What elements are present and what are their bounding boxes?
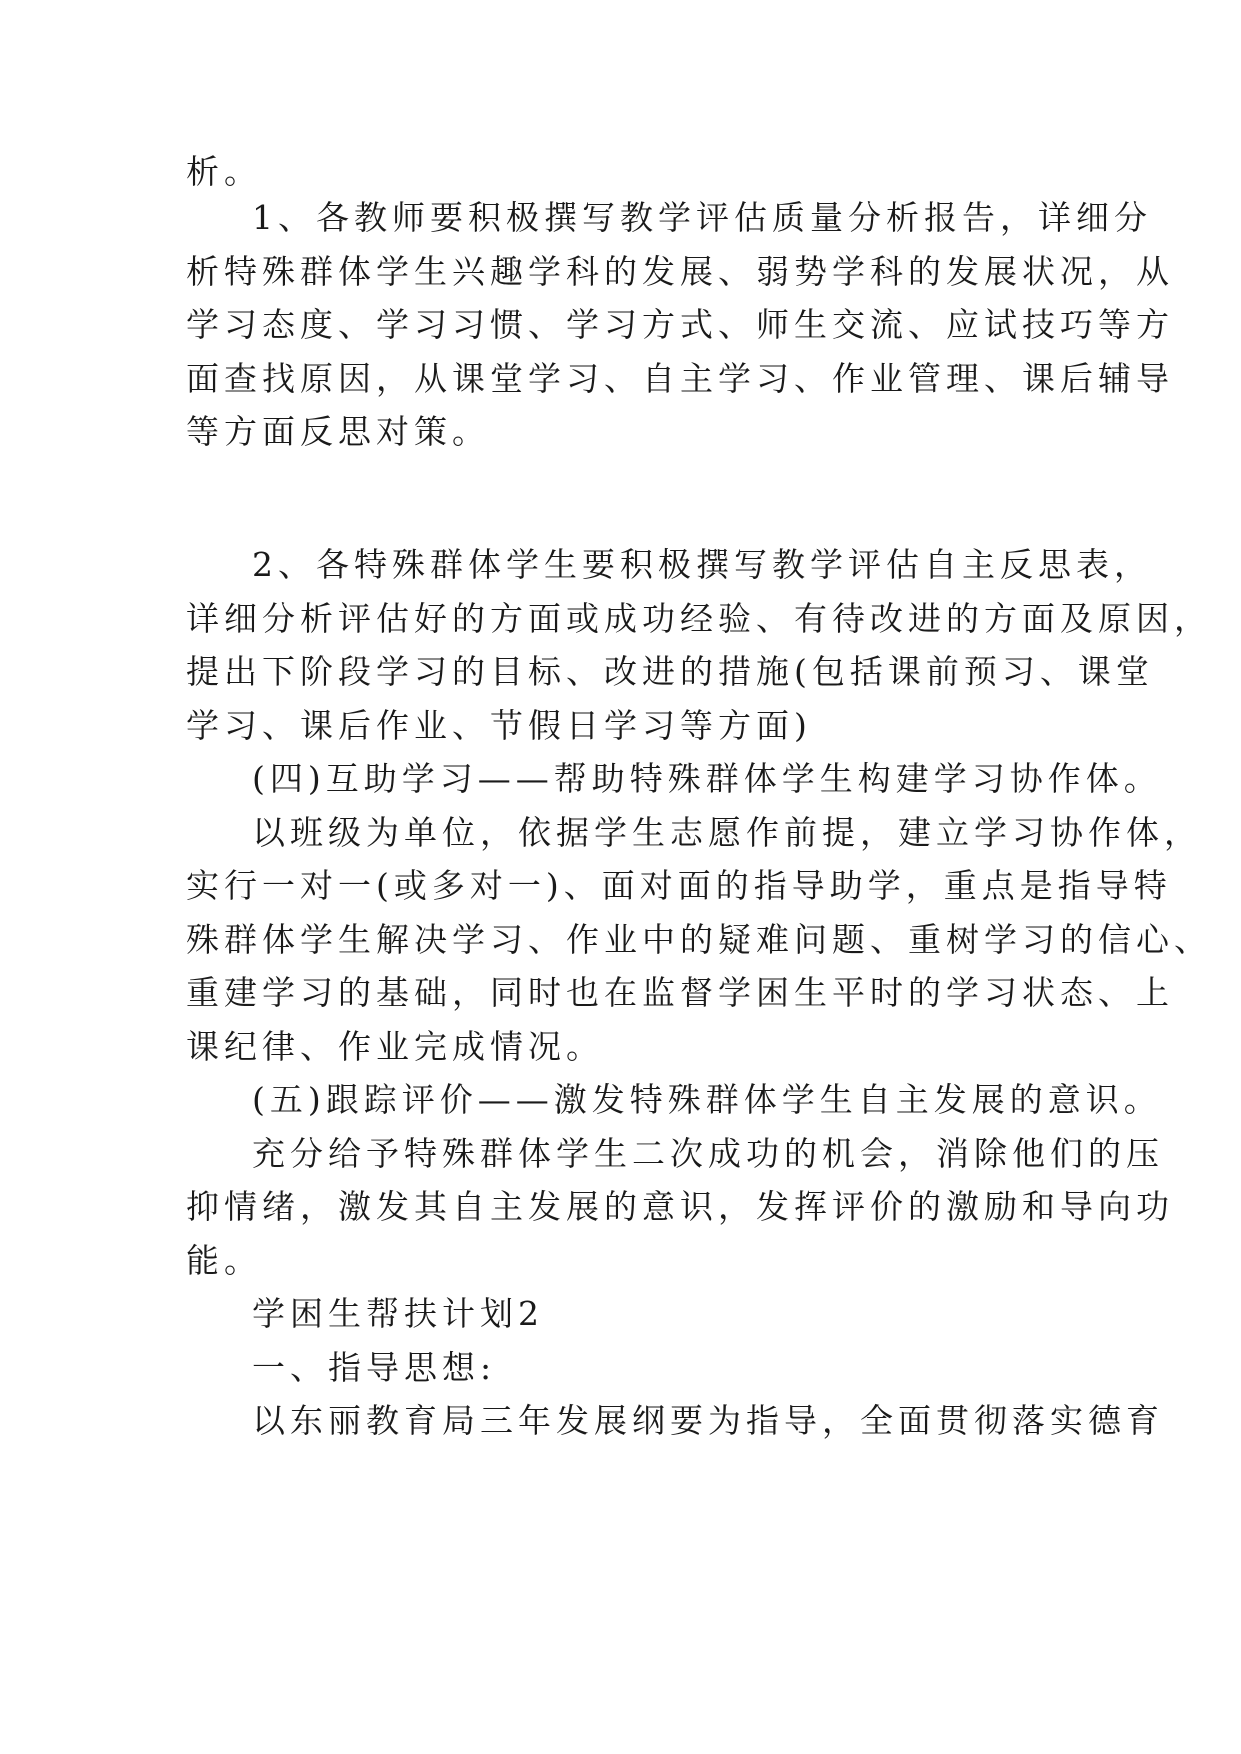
- text-line: 以东丽教育局三年发展纲要为指导，全面贯彻落实德育: [252, 1401, 1164, 1440]
- text-line: 以班级为单位，依据学生志愿作前提，建立学习协作体，: [252, 813, 1202, 852]
- section-heading: 一、指导思想:: [252, 1348, 497, 1387]
- text-line: 殊群体学生解决学习、作业中的疑难问题、重树学习的信心、: [186, 920, 1212, 959]
- text-line: 1、各教师要积极撰写教学评估质量分析报告，详细分: [252, 198, 1152, 237]
- text-line: 等方面反思对策。: [186, 412, 490, 451]
- text-line: 能。: [186, 1241, 262, 1280]
- text-line: 课纪律、作业完成情况。: [186, 1027, 604, 1066]
- section-heading: (四)互助学习——帮助特殊群体学生构建学习协作体。: [252, 759, 1162, 798]
- text-line: 抑情绪，激发其自主发展的意识，发挥评价的激励和导向功: [186, 1187, 1174, 1226]
- text-line: 学习态度、学习习惯、学习方式、师生交流、应试技巧等方: [186, 305, 1174, 344]
- section-heading: (五)跟踪评价——激发特殊群体学生自主发展的意识。: [252, 1080, 1162, 1119]
- text-line: 充分给予特殊群体学生二次成功的机会，消除他们的压: [252, 1134, 1164, 1173]
- text-line: 实行一对一(或多对一)、面对面的指导助学，重点是指导特: [186, 866, 1172, 905]
- text-line: 详细分析评估好的方面或成功经验、有待改进的方面及原因，: [186, 599, 1212, 638]
- text-line: 面查找原因，从课堂学习、自主学习、作业管理、课后辅导: [186, 359, 1174, 398]
- text-line: 析。: [186, 152, 262, 191]
- text-line: 提出下阶段学习的目标、改进的措施(包括课前预习、课堂: [186, 652, 1154, 691]
- text-line: 学习、课后作业、节假日学习等方面): [186, 706, 812, 745]
- text-line: 析特殊群体学生兴趣学科的发展、弱势学科的发展状况，从: [186, 252, 1174, 291]
- text-line: 重建学习的基础，同时也在监督学困生平时的学习状态、上: [186, 973, 1174, 1012]
- text-line: 2、各特殊群体学生要积极撰写教学评估自主反思表，: [252, 545, 1152, 584]
- document-title: 学困生帮扶计划2: [252, 1294, 544, 1333]
